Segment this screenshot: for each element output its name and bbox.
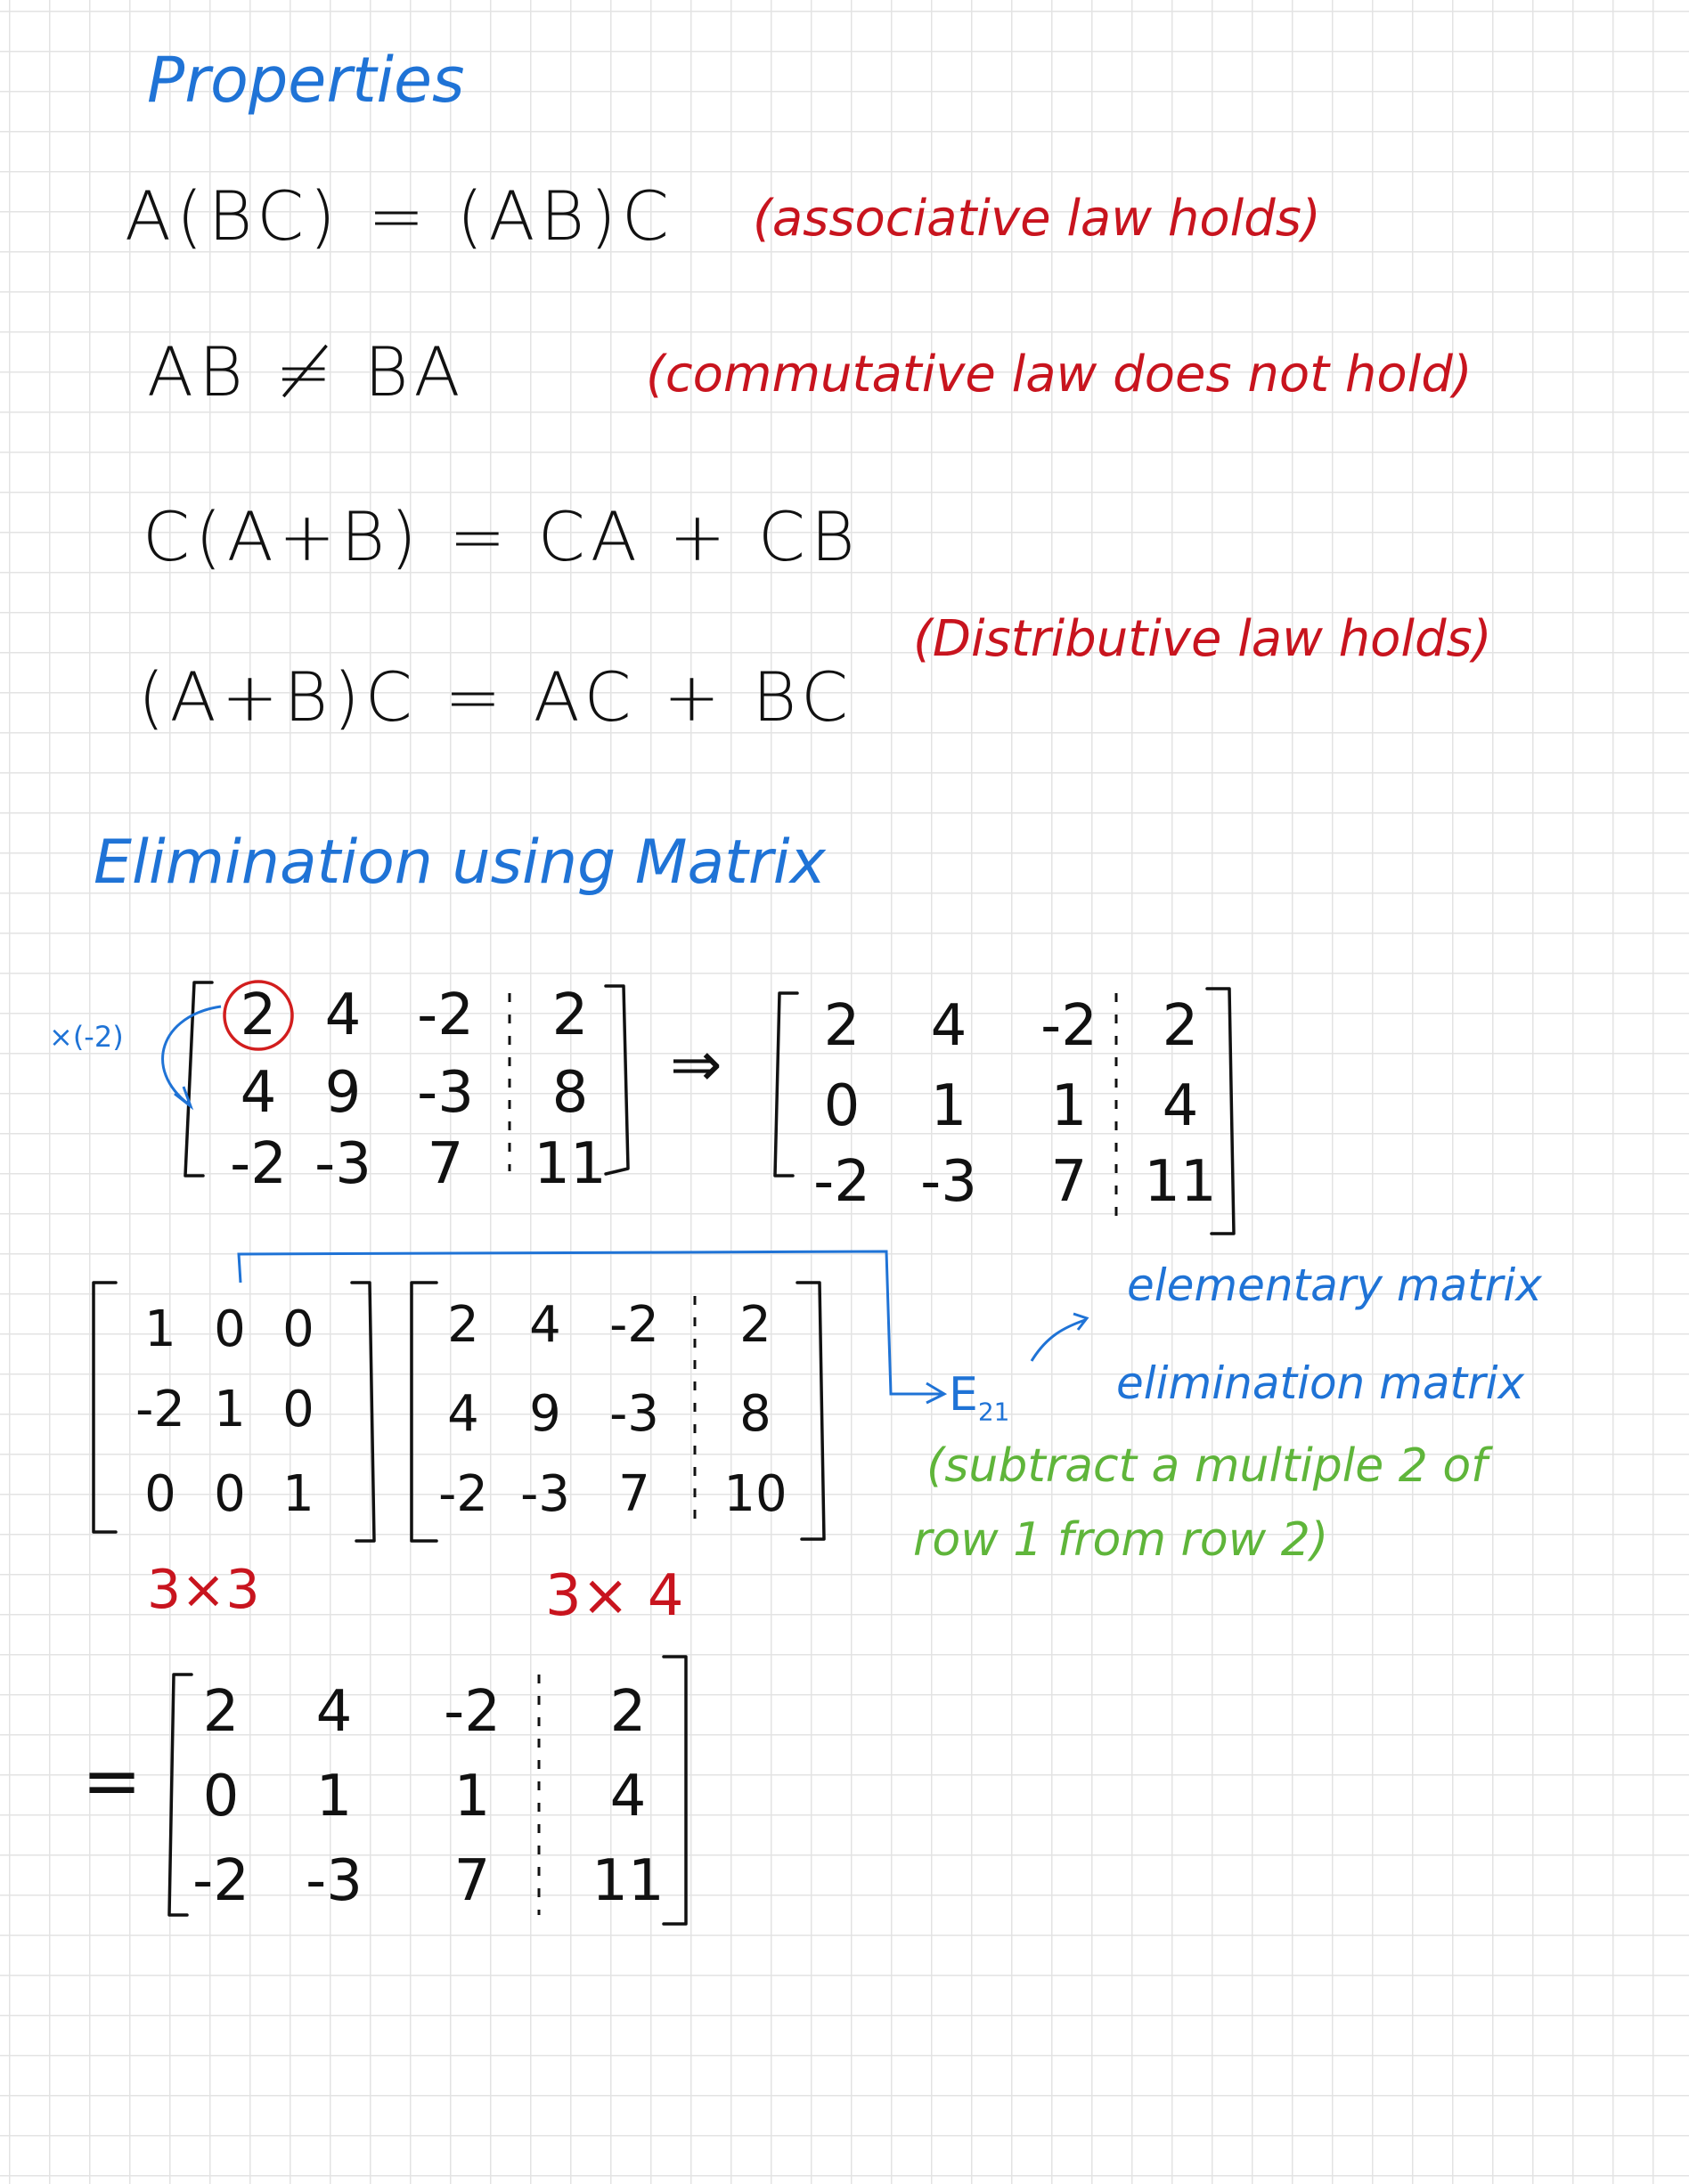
e21-subscript: 21 [977,1397,1010,1427]
associative-note: (associative law holds) [753,190,1321,248]
matrix_result-cell-0-3: 2 [609,1679,647,1745]
matrix_A-cell-1-3: 8 [739,1385,771,1443]
explanation-line-1: (subtract a multiple 2 of [926,1439,1488,1493]
bracket-right-result [664,1657,686,1924]
bracket-right-E [352,1283,374,1541]
distributive-left-equation: C(A+B) = CA + CB [143,497,861,576]
matrix_A-cell-0-3: 2 [739,1296,771,1354]
elementary-arrow [1032,1320,1085,1361]
matrix_result-cell-1-1: 1 [315,1764,353,1830]
matrix_before-cell-0-3: 2 [551,982,589,1048]
matrix_before-cell-1-0: 4 [240,1060,277,1126]
result-equals: = [82,1740,143,1822]
matrix_after-cell-1-2: 1 [1050,1073,1088,1139]
associative-equation: A(BC) = (AB)C [125,176,674,256]
size-A-label: 3× 4 [545,1563,684,1629]
matrix_before-cell-2-1: -3 [314,1131,371,1197]
matrix_E-cell-2-2: 1 [282,1465,314,1523]
multiplier-label: ×(-2) [49,1020,124,1054]
matrix_after-cell-0-3: 2 [1162,993,1199,1059]
explanation-line-2: row 1 from row 2) [913,1513,1329,1567]
matrix_before-cell-1-1: 9 [324,1060,362,1126]
matrix_result-cell-1-2: 1 [453,1764,491,1830]
matrix_after-cell-2-0: -2 [813,1149,870,1215]
matrix_result-cell-2-3: 11 [592,1848,665,1914]
matrix_A-cell-2-2: 7 [618,1465,650,1523]
matrix_before-cell-0-0: 2 [240,982,277,1048]
matrix_A-cell-1-0: 4 [447,1385,479,1443]
distributive-note: (Distributive law holds) [913,610,1492,668]
matrix_E-cell-1-0: -2 [135,1381,185,1438]
matrix_E-cell-1-1: 1 [214,1381,246,1438]
implies-arrow: ⇒ [670,1028,722,1101]
matrix_after-cell-1-1: 1 [930,1073,967,1139]
matrix_after-cell-1-3: 4 [1162,1073,1199,1139]
bracket-left-A [412,1283,437,1541]
matrix_A-cell-0-0: 2 [447,1296,479,1354]
bracket-left-result [169,1675,192,1915]
matrix_A-cell-1-1: 9 [529,1385,561,1443]
matrix_A-cell-2-1: -3 [520,1465,570,1523]
bracket-left-E [94,1283,116,1532]
commutative-note: (commutative law does not hold) [646,346,1473,403]
matrix_after-cell-2-2: 7 [1050,1149,1088,1215]
matrix_A-cell-2-3: 10 [723,1465,787,1523]
matrix_A-cell-1-2: -3 [609,1385,659,1443]
matrix_before-cell-2-3: 11 [534,1131,607,1197]
matrix_A-cell-0-2: -2 [609,1296,659,1354]
e21-letter: E [949,1368,978,1422]
matrix_E-cell-2-1: 0 [214,1465,246,1523]
matrix_result-cell-0-1: 4 [315,1679,353,1745]
matrix_result-cell-1-0: 0 [202,1764,240,1830]
matrix_result-cell-0-0: 2 [202,1679,240,1745]
matrix_after-cell-0-2: -2 [1040,993,1097,1059]
matrix_before-cell-2-2: 7 [427,1131,464,1197]
properties-title: Properties [147,44,465,117]
matrix_result-cell-0-2: -2 [444,1679,501,1745]
commutative-equation: AB ≠ BA [147,332,466,412]
matrix_result-cell-2-0: -2 [192,1848,249,1914]
matrix_before-cell-1-2: -3 [417,1060,474,1126]
matrix_after-cell-2-3: 11 [1144,1149,1217,1215]
matrix_E-cell-0-0: 1 [144,1300,176,1358]
size-E-label: 3×3 [147,1559,260,1621]
matrix_result-cell-1-3: 4 [609,1764,647,1830]
matrix_before-cell-2-0: -2 [230,1131,287,1197]
elementary-matrix-label: elementary matrix [1127,1259,1542,1311]
matrix_E-cell-0-2: 0 [282,1300,314,1358]
matrix_after-cell-1-0: 0 [823,1073,861,1139]
matrix_after-cell-0-0: 2 [823,993,861,1059]
matrix_before-cell-0-2: -2 [417,982,474,1048]
elimination-title: Elimination using Matrix [94,827,826,898]
matrix_E-cell-2-0: 0 [144,1465,176,1523]
bracket-left-after [775,993,797,1176]
matrix_A-cell-2-0: -2 [438,1465,488,1523]
matrix_A-cell-0-1: 4 [529,1296,561,1354]
matrix_after-cell-2-1: -3 [920,1149,977,1215]
e21-pointer-arrow [239,1251,942,1394]
bracket-right-A [797,1283,824,1539]
matrix_before-cell-1-3: 8 [551,1060,589,1126]
bracket-right-after [1207,989,1234,1234]
matrix_before-cell-0-1: 4 [324,982,362,1048]
matrix_result-cell-2-2: 7 [453,1848,491,1914]
matrix_E-cell-0-1: 0 [214,1300,246,1358]
matrix_result-cell-2-1: -3 [306,1848,363,1914]
matrix_after-cell-0-1: 4 [930,993,967,1059]
pivot-circle [224,982,292,1049]
distributive-right-equation: (A+B)C = AC + BC [138,657,854,737]
matrix_E-cell-1-2: 0 [282,1381,314,1438]
elimination-matrix-label: elimination matrix [1116,1357,1525,1409]
bracket-right-before [606,986,628,1174]
